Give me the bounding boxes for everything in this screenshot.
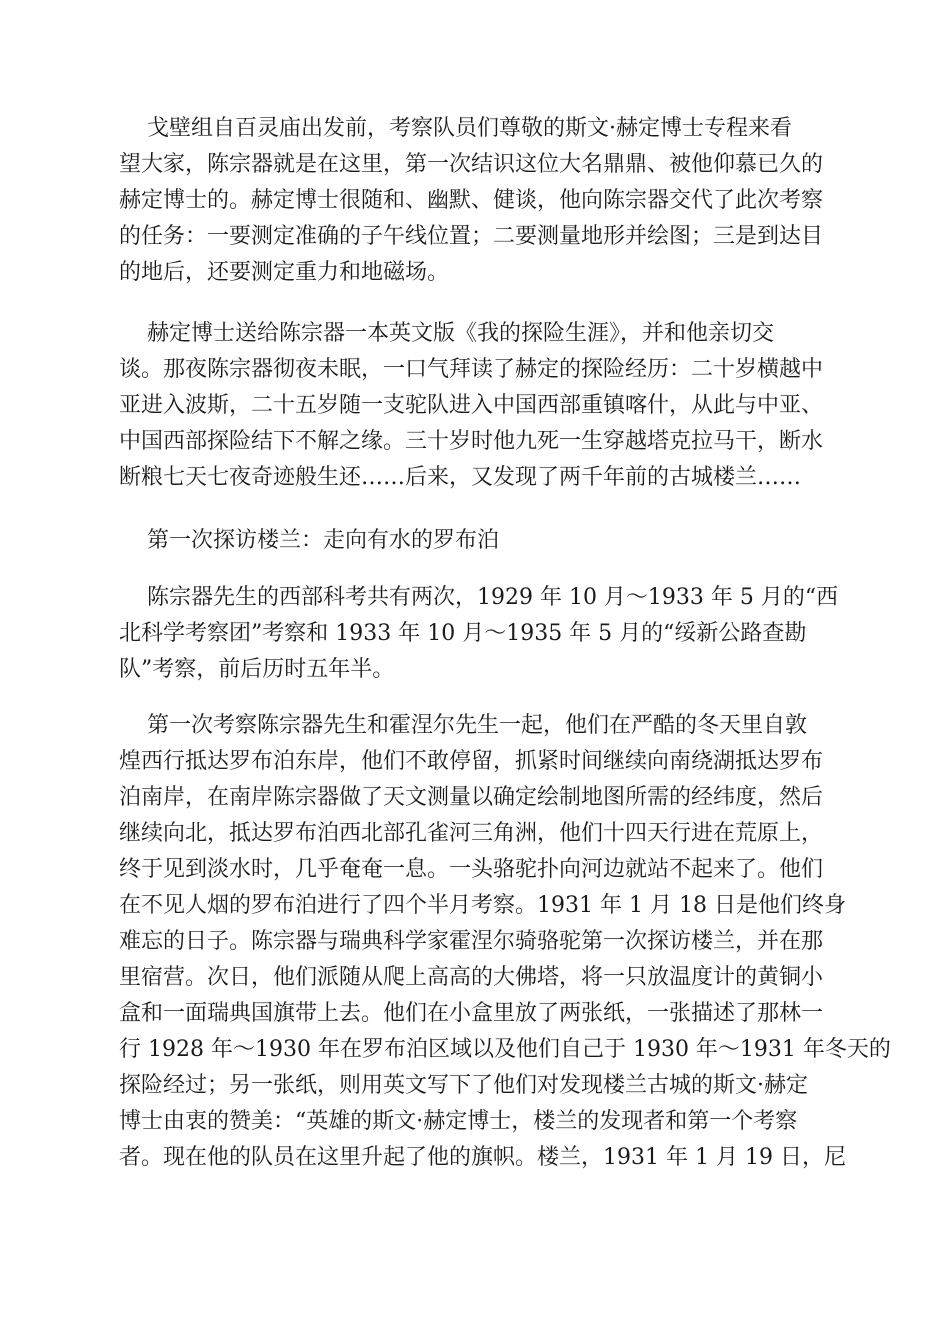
text-line: 亚进入波斯，二十五岁随一支驼队进入中国西部重镇喀什，从此与中亚、 bbox=[119, 393, 824, 418]
text-line: 中国西部探险结下不解之缘。三十岁时他九死一生穿越塔克拉马干，断水 bbox=[119, 429, 824, 454]
paragraph-first-expedition bbox=[119, 708, 891, 1176]
paragraph-hedin-visit bbox=[119, 111, 823, 291]
text-line: 谈。那夜陈宗器彻夜未眠，一口气拜读了赫定的探险经历：二十岁横越中 bbox=[119, 357, 824, 382]
text-line: 戈壁组自百灵庙出发前，考察队员们尊敬的斯文·赫定博士专程来看 bbox=[119, 116, 792, 141]
text-line: 赫定博士的。赫定博士很随和、幽默、健谈，他向陈宗器交代了此次考察 bbox=[119, 188, 824, 213]
text-line: 行 1928 年～1930 年在罗布泊区域以及他们自己于 1930 年～1931 年冬天的 bbox=[119, 1037, 891, 1062]
text-line: 难忘的日子。陈宗器与瑞典科学家霍涅尔骑骆驼第一次探访楼兰，并在那 bbox=[119, 929, 824, 954]
text-line: 者。现在他的队员在这里升起了他的旗帜。楼兰，1931 年 1 月 19 日，尼 bbox=[119, 1145, 846, 1170]
text-line: 继续向北，抵达罗布泊西北部孔雀河三角洲，他们十四天行进在荒原上， bbox=[119, 821, 824, 846]
text-line: 断粮七天七夜奇迹般生还……后来，又发现了两千年前的古城楼兰…… bbox=[119, 465, 802, 490]
paragraph-book-gift bbox=[119, 316, 823, 496]
text-line: 陈宗器先生的西部科考共有两次，1929 年 10 月～1933 年 5 月的“西 bbox=[119, 585, 839, 610]
text-line: 队”考察，前后历时五年半。 bbox=[119, 657, 395, 682]
section-heading-text: 第一次探访楼兰：走向有水的罗布泊 bbox=[119, 528, 499, 553]
text-line: 里宿营。次日，他们派随从爬上高高的大佛塔，将一只放温度计的黄铜小 bbox=[119, 965, 824, 990]
text-line: 煌西行抵达罗布泊东岸，他们不敢停留，抓紧时间继续向南绕湖抵达罗布 bbox=[119, 749, 824, 774]
text-line: 在不见人烟的罗布泊进行了四个半月考察。1931 年 1 月 18 日是他们终身 bbox=[119, 893, 846, 918]
section-heading bbox=[119, 523, 499, 559]
text-line: 第一次考察陈宗器先生和霍涅尔先生一起，他们在严酷的冬天里自敦 bbox=[119, 713, 807, 738]
text-line: 望大家，陈宗器就是在这里，第一次结识这位大名鼎鼎、被他仰慕已久的 bbox=[119, 152, 824, 177]
paragraph-expeditions bbox=[119, 580, 838, 688]
text-line: 的任务：一要测定准确的子午线位置；二要测量地形并绘图；三是到达目 bbox=[119, 224, 824, 249]
text-line: 探险经过；另一张纸，则用英文写下了他们对发现楼兰古城的斯文·赫定 bbox=[119, 1073, 808, 1098]
text-line: 盒和一面瑞典国旗带上去。他们在小盒里放了两张纸，一张描述了那林一 bbox=[119, 1001, 824, 1026]
text-line: 终于见到淡水时，几乎奄奄一息。一头骆驼扑向河边就站不起来了。他们 bbox=[119, 857, 824, 882]
text-line: 的地后，还要测定重力和地磁场。 bbox=[119, 260, 450, 285]
text-line: 赫定博士送给陈宗器一本英文版《我的探险生涯》，并和他亲切交 bbox=[119, 321, 774, 346]
text-line: 北科学考察团”考察和 1933 年 10 月～1935 年 5 月的“绥新公路查勘 bbox=[119, 621, 807, 646]
text-line: 泊南岸，在南岸陈宗器做了天文测量以确定绘制地图所需的经纬度，然后 bbox=[119, 785, 824, 810]
text-line: 博士由衷的赞美：“英雄的斯文·赫定博士，楼兰的发现者和第一个考察 bbox=[119, 1109, 798, 1134]
